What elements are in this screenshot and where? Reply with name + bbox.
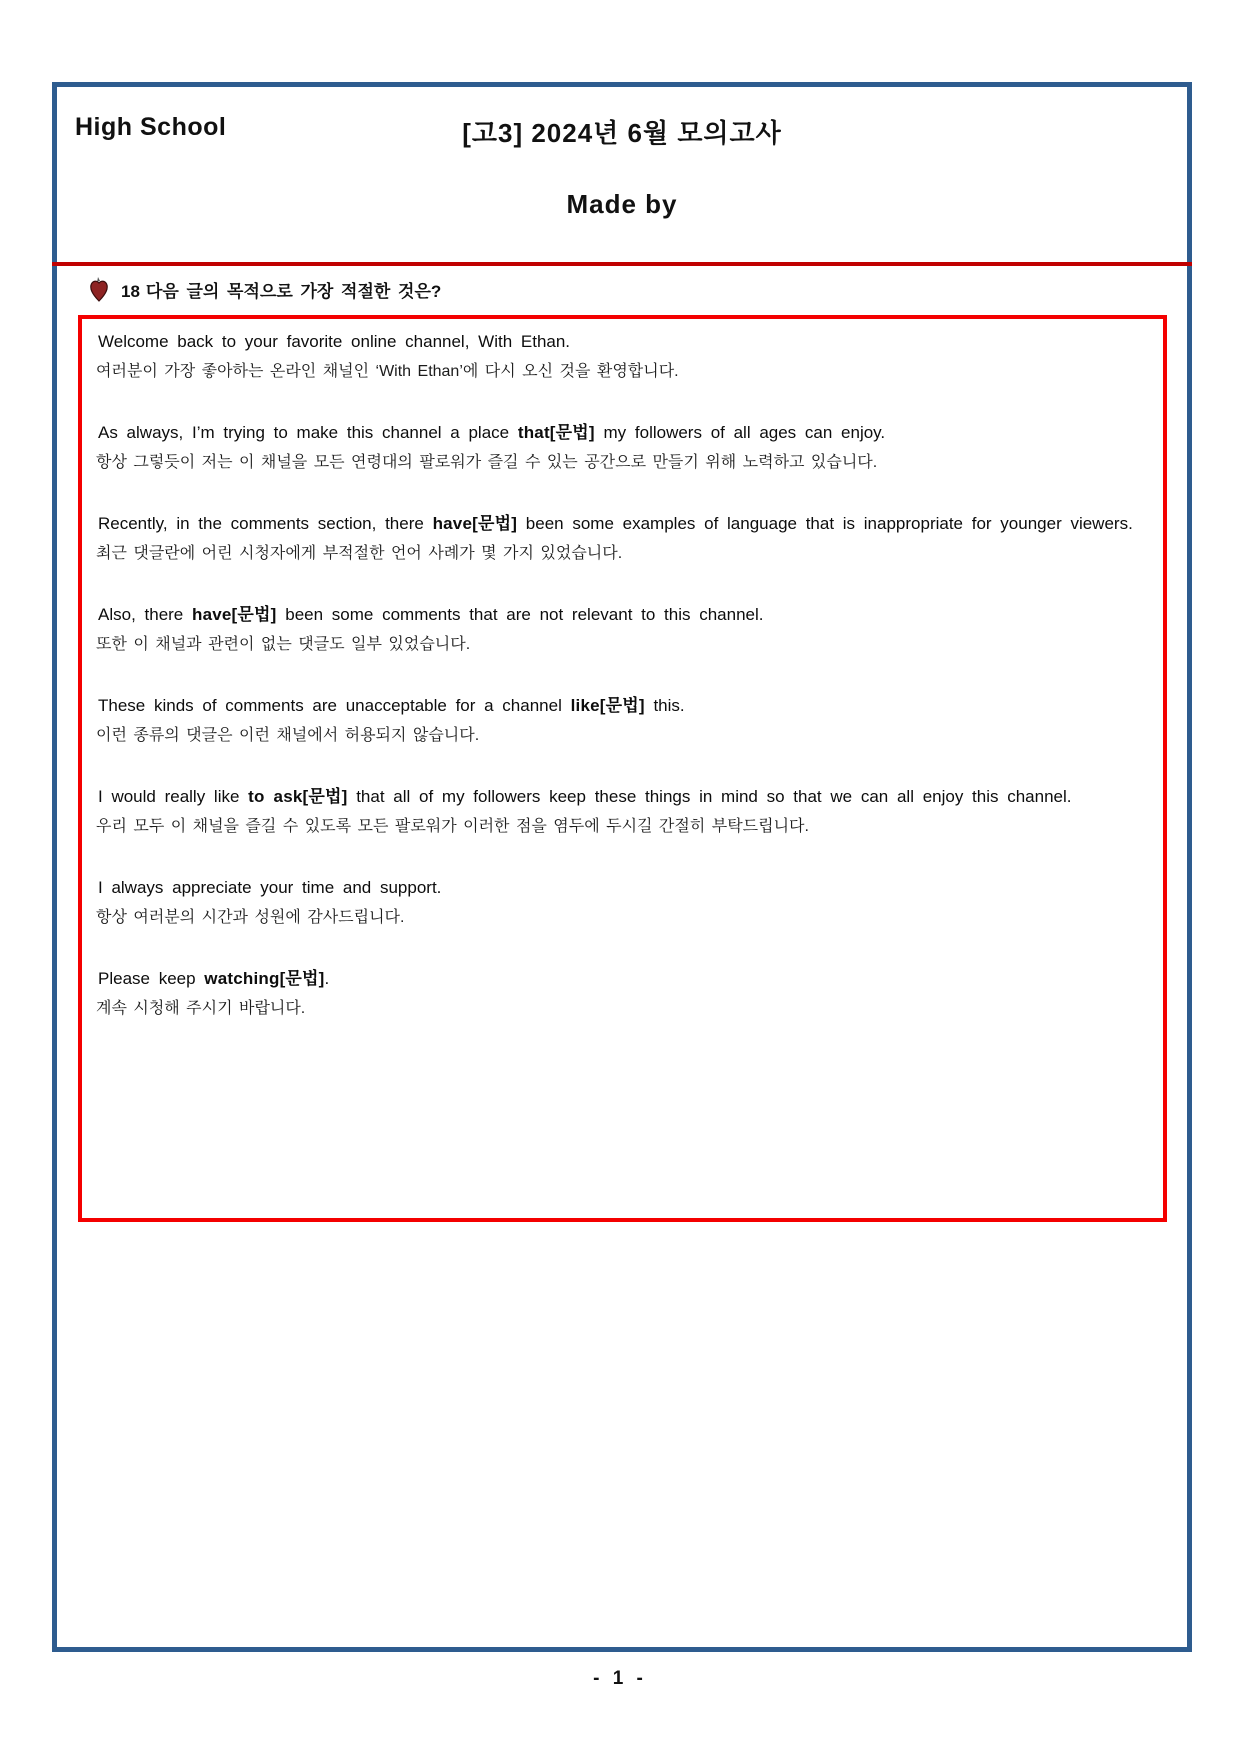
page-number: - 1 - (593, 1668, 647, 1689)
grammar-highlight: have[문법] (192, 605, 277, 624)
sentence-pair (87, 691, 1149, 751)
grammar-highlight: that[문법] (517, 423, 595, 442)
en-text-after: my followers of all ages can enjoy. (594, 423, 886, 442)
sentence-pair (87, 509, 1149, 569)
english-sentence (87, 873, 1149, 903)
en-text-after: . (324, 969, 330, 988)
korean-translation: 이런 종류의 댓글은 이런 채널에서 허용되지 않습니다. (96, 727, 480, 744)
english-sentence (87, 964, 1149, 994)
en-text-before: These kinds of comments are unacceptable for a channel (98, 696, 571, 715)
korean-translation: 항상 여러분의 시간과 성원에 감사드립니다. (96, 909, 405, 926)
en-text-after: that all of my followers keep these things in mind so that we can all enjoy this channel. (347, 787, 1072, 806)
question-text (121, 277, 441, 302)
grammar-highlight: have[문법] (432, 514, 518, 533)
en-text-after: been some comments that are not relevant to this channel. (276, 605, 764, 624)
grammar-highlight: like[문법] (570, 696, 645, 715)
en-text-after: this. (644, 696, 685, 715)
page-frame (52, 82, 1192, 1652)
en-text-after: been some examples of language that is inappropriate for younger viewers. (517, 514, 1133, 533)
grammar-highlight: to ask[문법] (248, 787, 348, 806)
korean-translation: 또한 이 채널과 관련이 없는 댓글도 일부 있었습니다. (96, 636, 471, 653)
sentence-pair (87, 600, 1149, 660)
exam-title: [고3] 2024년 6월 모의고사 (462, 118, 782, 148)
passage-box (78, 315, 1167, 1222)
english-sentence (87, 509, 1149, 539)
english-sentence (87, 327, 1149, 357)
en-text-before: As always, I’m trying to make this channel a place (98, 423, 518, 442)
made-by-label: Made by (566, 189, 678, 219)
korean-translation: 항상 그렇듯이 저는 이 채널을 모든 연령대의 팔로워가 즐길 수 있는 공간으로 만들기 위해 노력하고 있습니다. (96, 454, 878, 471)
sentence-pair (87, 964, 1149, 1024)
english-sentence (87, 782, 1149, 812)
sentence-pair (87, 327, 1149, 387)
sentence-pair (87, 782, 1149, 842)
school-name: High School (75, 113, 227, 141)
sentence-pair (87, 418, 1149, 478)
korean-translation: 계속 시청해 주시기 바랍니다. (96, 1000, 306, 1017)
en-text-before: I would really like (98, 787, 249, 806)
question-number: 18 (121, 281, 140, 301)
en-text-before: I always appreciate your time and support. (98, 878, 442, 897)
korean-translation: 최근 댓글란에 어린 시청자에게 부적절한 언어 사례가 몇 가지 있었습니다. (96, 545, 623, 562)
en-text-before: Please keep (98, 969, 205, 988)
en-text-before: Recently, in the comments section, there (98, 514, 433, 533)
korean-translation: 우리 모두 이 채널을 즐길 수 있도록 모든 팔로워가 이러한 점을 염두에 두시길 간절히 부탁드립니다. (96, 818, 809, 835)
question-row (87, 275, 441, 303)
red-separator-line (52, 262, 1192, 266)
en-text-before: Welcome back to your favorite online channel, With Ethan. (98, 332, 571, 351)
korean-translation: 여러분이 가장 좋아하는 온라인 채널인 ‘With Ethan’에 다시 오신 것을 환영합니다. (96, 363, 679, 380)
english-sentence (87, 600, 1149, 630)
english-sentence (87, 418, 1149, 448)
question-prompt: 다음 글의 목적으로 가장 적절한 것은? (145, 281, 442, 301)
en-text-before: Also, there (98, 605, 192, 624)
grammar-highlight: watching[문법] (204, 969, 325, 988)
strawberry-icon (87, 275, 111, 303)
sentence-pair (87, 873, 1149, 933)
english-sentence (87, 691, 1149, 721)
